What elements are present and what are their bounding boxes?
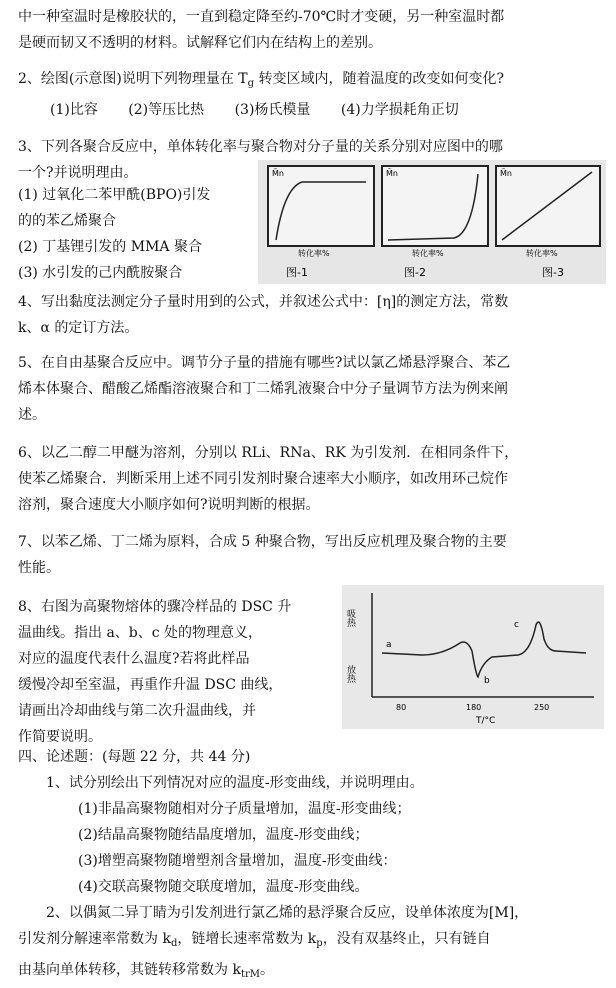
q3-line2: 一个?并说明理由。 — [18, 165, 138, 181]
panel3-caption: 图-3 — [542, 266, 564, 279]
q8-line6: 作简要说明。 — [18, 729, 102, 745]
dsc-curve — [382, 622, 586, 677]
panel3-ylabel: M̄n — [500, 169, 512, 178]
q4-line2: k、α 的定订方法。 — [18, 320, 139, 336]
dsc-point-a: a — [386, 640, 392, 650]
figure-panel-2 — [382, 166, 488, 279]
section-4-heading: 四、论述题：(每题 22 分，共 44 分) — [18, 749, 251, 765]
panel2-ylabel: M̄n — [386, 169, 398, 178]
section-4 — [18, 744, 608, 900]
sec4-q2-line2: 引发剂分解速率常数为 $k_d$，链增长速率常数为 $k_p$，没有双基终止，只有链自 — [18, 931, 491, 949]
q7-line1: 7、以苯乙烯、丁二烯为原料，合成 5 种聚合物，写出反应机理及聚合物的主要 — [18, 534, 507, 550]
q6-line1: 6、以乙二醇二甲醚为溶剂，分别以 RLi、RNa、RK 为引发剂．在相同条件下， — [18, 445, 519, 461]
sec4-q1-item-2: (2)结晶高聚物随结晶度增加，温度-形变曲线； — [78, 827, 369, 843]
q3-item-3: (3) 水引发的己内酰胺聚合 — [18, 265, 183, 281]
dsc-point-c: c — [514, 620, 519, 630]
dsc-tick-250: 250 — [534, 703, 550, 712]
sec4-q1-item-1: (1)非晶高聚物随相对分子质量增加，温度-形变曲线； — [78, 801, 411, 817]
q2-option-3: (3)杨氏模量 — [234, 102, 311, 118]
q3-line1: 3、下列各聚合反应中，单体转化率与聚合物对分子量的关系分别对应图中的哪 — [18, 139, 503, 155]
q8-line5: 请画出冷却曲线与第二次升温曲线，并 — [18, 703, 256, 719]
q6-line3: 溶剂，聚合速度大小顺序如何?说明判断的根据。 — [18, 497, 320, 513]
question-1-continuation — [18, 4, 608, 56]
question-8 — [18, 594, 338, 750]
panel3-xlabel: 转化率% — [526, 249, 558, 258]
panel1-ylabel: M̄n — [272, 169, 284, 178]
panel2-caption: 图-2 — [404, 266, 426, 279]
dsc-xlabel: T/°C — [476, 716, 496, 726]
question-4 — [18, 289, 608, 341]
dsc-figure — [342, 585, 604, 729]
q4-line1: 4、写出黏度法测定分子量时用到的公式，并叙述公式中：[η]的测定方法，常数 — [18, 294, 509, 310]
q2-line1: 2、绘图(示意图)说明下列物理量在 $T_g$ 转变区域内，随着温度的改变如何变化? — [18, 71, 504, 89]
dsc-point-b: b — [484, 676, 490, 686]
panel2-xlabel: 转化率% — [412, 249, 444, 258]
dsc-tick-80: 80 — [396, 703, 407, 712]
figure-panel-1 — [268, 166, 374, 279]
question-7 — [18, 529, 608, 581]
dsc-y-bottom-label: 放热 — [345, 665, 355, 683]
dsc-tick-180: 180 — [466, 703, 482, 712]
q1-line1: 中一种室温时是橡胶状的，一直到稳定降至约-70℃时才变硬，另一种室温时都 — [18, 9, 505, 25]
dsc-y-top-label: 吸热 — [345, 609, 355, 627]
sec4-q2-line1: 2、以偶氮二异丁睛为引发剂进行氯乙烯的悬浮聚合反应，设单体浓度为[M]， — [46, 905, 529, 921]
q3-item-1: (1) 过氧化二苯甲酰(BPO)引发 — [18, 187, 211, 203]
sec4-question-2 — [18, 900, 608, 988]
q8-line1: 8、右图为高聚物熔体的骤冷样品的 DSC 升 — [18, 599, 292, 615]
dsc-figure-svg — [342, 585, 604, 729]
q3-item-2: (2) 丁基锂引发的 MMA 聚合 — [18, 239, 202, 255]
question-5 — [18, 350, 608, 428]
figure-panel-3 — [496, 166, 600, 279]
q3-items — [18, 182, 258, 286]
q2-options — [18, 97, 608, 123]
panel1-caption: 图-1 — [286, 266, 308, 279]
question-6 — [18, 440, 608, 518]
q8-line3: 对应的温度代表什么温度?若将此样品 — [18, 651, 250, 667]
q2-option-2: (2)等压比热 — [128, 102, 205, 118]
q8-line4: 缓慢冷却至室温，再重作升温 DSC 曲线， — [18, 677, 283, 693]
q2-option-4: (4)力学损耗角正切 — [340, 102, 459, 118]
sec4-q1-item-3: (3)增塑高聚物随增塑剂含量增加，温度-形变曲线： — [78, 853, 397, 869]
q8-line2: 温曲线。指出 a、b、c 处的物理意义， — [18, 625, 263, 641]
q6-line2: 使苯乙烯聚合．判断采用上述不同引发剂时聚合速率大小顺序，如改用环己烷作 — [18, 471, 508, 487]
q3-figure — [258, 160, 606, 284]
q7-line2: 性能。 — [18, 560, 60, 576]
q3-figure-svg — [258, 160, 606, 284]
q5-line2: 烯本体聚合、醋酸乙烯酯溶液聚合和丁二烯乳液聚合中分子量调节方法为例来阐 — [18, 381, 508, 397]
sec4-q1-item-4: (4)交联高聚物随交联度增加，温度-形变曲线。 — [78, 879, 369, 895]
panel1-xlabel: 转化率% — [298, 249, 330, 258]
q5-line3: 述。 — [18, 407, 46, 423]
q5-line1: 5、在自由基聚合反应中。调节分子量的措施有哪些?试以氯乙烯悬浮聚合、苯乙 — [18, 355, 511, 371]
question-2 — [18, 66, 608, 123]
q3-item-1b: 的的苯乙烯聚合 — [18, 213, 116, 229]
sec4-q1-title: 1、试分别绘出下列情况对应的温度-形变曲线，并说明理由。 — [46, 775, 424, 791]
q1-line2: 是硬而韧又不透明的材料。试解释它们内在结构上的差别。 — [18, 35, 382, 51]
q2-option-1: (1)比容 — [50, 102, 98, 118]
sec4-q2-line3: 由基向单体转移，其链转移常数为 $k_{trM}$。 — [18, 962, 274, 980]
